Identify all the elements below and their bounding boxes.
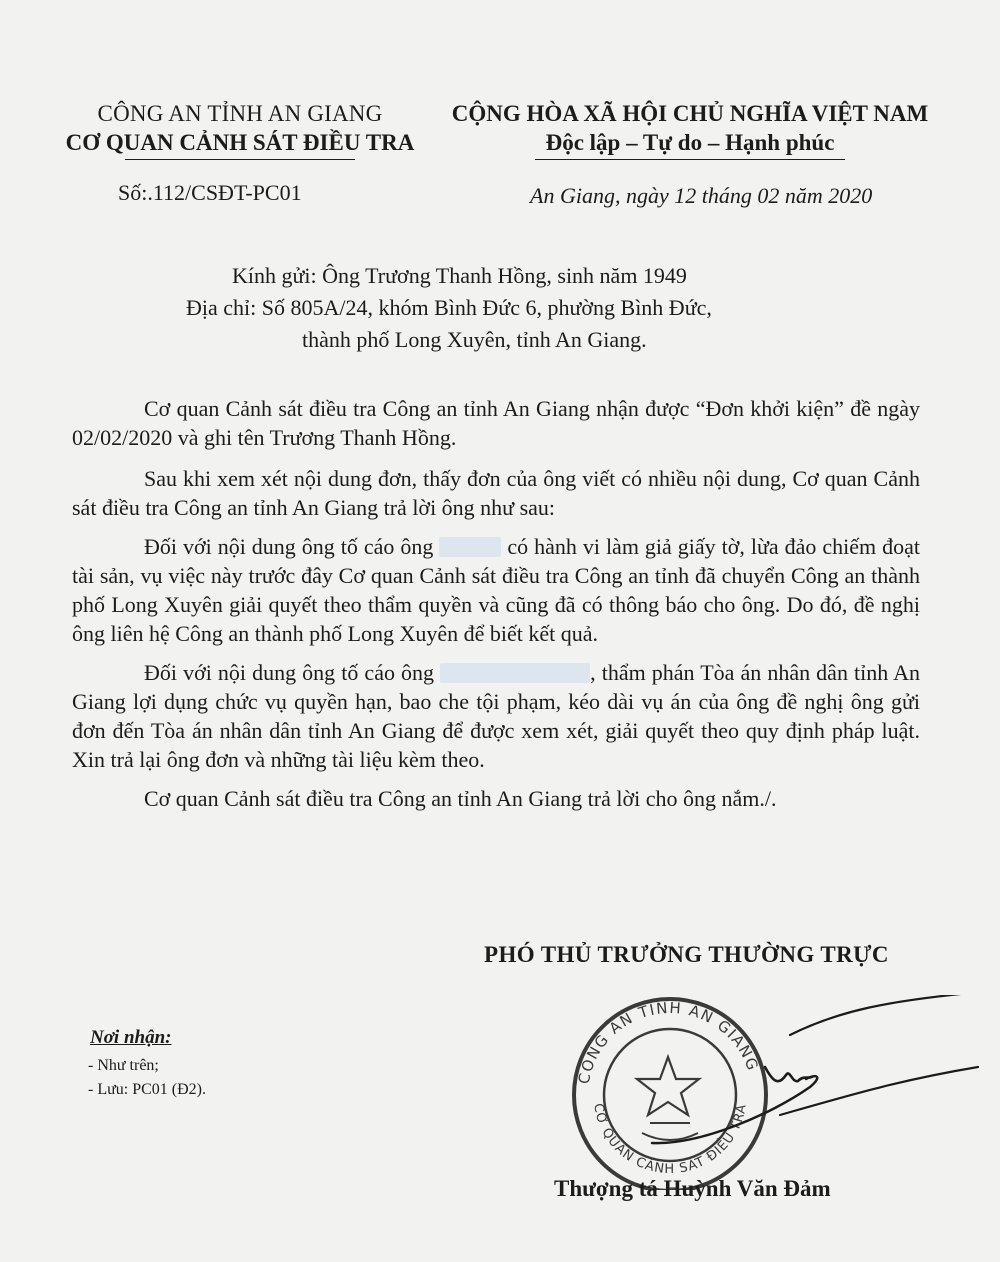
paragraph-4 <box>72 658 920 774</box>
seal-stamp <box>574 998 766 1190</box>
recipient-line: Kính gửi: Ông Trương Thanh Hồng, sinh năm 1949 <box>232 263 687 288</box>
recipient-address-cont: thành phố Long Xuyên, tỉnh An Giang. <box>302 327 647 352</box>
paragraph-1: Cơ quan Cảnh sát điều tra Công an tỉnh An Giang nhận được “Đơn khởi kiện” đề ngày 02/02/2020 và ghi tên Trương Thanh Hồng. <box>72 396 920 450</box>
national-header <box>430 100 950 160</box>
svg-text:CÔNG AN TỈNH AN GIANG <box>575 998 763 1085</box>
issuer-parent: CÔNG AN TỈNH AN GIANG <box>97 101 383 126</box>
issuer-header <box>40 100 440 160</box>
letter-body <box>72 394 920 813</box>
document-date: An Giang, ngày 12 tháng 02 năm 2020 <box>530 183 873 208</box>
issuer-name: CƠ QUAN CẢNH SÁT ĐIỀU TRA <box>65 130 415 155</box>
signer-title: PHÓ THỦ TRƯỞNG THƯỜNG TRỰC <box>484 942 889 967</box>
signer-name: Thượng tá Huỳnh Văn Đảm <box>554 1176 831 1201</box>
motto-underline <box>535 159 845 160</box>
paragraph-3 <box>72 532 920 648</box>
issuer-underline <box>125 159 355 160</box>
recipients-item: - Lưu: PC01 (Đ2). <box>88 1081 206 1098</box>
paragraph-2: Sau khi xem xét nội dung đơn, thấy đơn của ông viết có nhiều nội dung, Cơ quan Cảnh sát điều tra Công an tỉnh An Giang trả lời ông như sau: <box>72 466 920 520</box>
paragraph-4-rest: , thẩm phán Tòa án nhân dân tỉnh An Giang lợi dụng chức vụ quyền hạn, bao che tội phạm, kéo dài vụ án của ông đề nghị ông gửi đơn đến Tòa án nhân dân tỉnh An Giang để được xem xét, giải quyết theo quy định pháp luật. Xin trả lại ông đơn và những tài liệu kèm theo. <box>72 660 920 772</box>
national-motto: Độc lập – Tự do – Hạnh phúc <box>545 130 835 155</box>
seal-text-bottom: CƠ QUAN CẢNH SÁT ĐIỀU TRA <box>590 1102 750 1178</box>
recipients-label: Nơi nhận: <box>90 1027 172 1048</box>
recipients-item: - Như trên; <box>88 1057 159 1074</box>
paragraph-3-start: Đối với nội dung ông tố cáo ông <box>144 534 434 559</box>
document-number: Số:.112/CSĐT-PC01 <box>118 180 302 205</box>
redacted-name <box>440 663 590 683</box>
official-seal <box>560 995 980 1190</box>
seal-text-top: CÔNG AN TỈNH AN GIANG <box>574 998 763 1086</box>
recipient-address: Địa chỉ: Số 805A/24, khóm Bình Đức 6, phường Bình Đức, <box>186 295 712 320</box>
star-icon <box>637 1057 699 1115</box>
redacted-name <box>439 537 501 557</box>
national-title: CỘNG HÒA XÃ HỘI CHỦ NGHĨA VIỆT NAM <box>451 101 929 126</box>
paragraph-5: Cơ quan Cảnh sát điều tra Công an tỉnh An Giang trả lời cho ông nắm./. <box>144 786 777 811</box>
paragraph-3-rest: có hành vi làm giả giấy tờ, lừa đảo chiếm đoạt tài sản, vụ việc này trước đây Cơ quan Cảnh sát điều tra Công an tỉnh đã chuyển Công an thành phố Long Xuyên giải quyết theo thẩm quyền và cũng đã có thông báo cho ông. Do đó, đề nghị ông liên hệ Công an thành phố Long Xuyên để biết kết quả. <box>72 534 921 646</box>
paragraph-4-start: Đối với nội dung ông tố cáo ông <box>144 660 435 685</box>
